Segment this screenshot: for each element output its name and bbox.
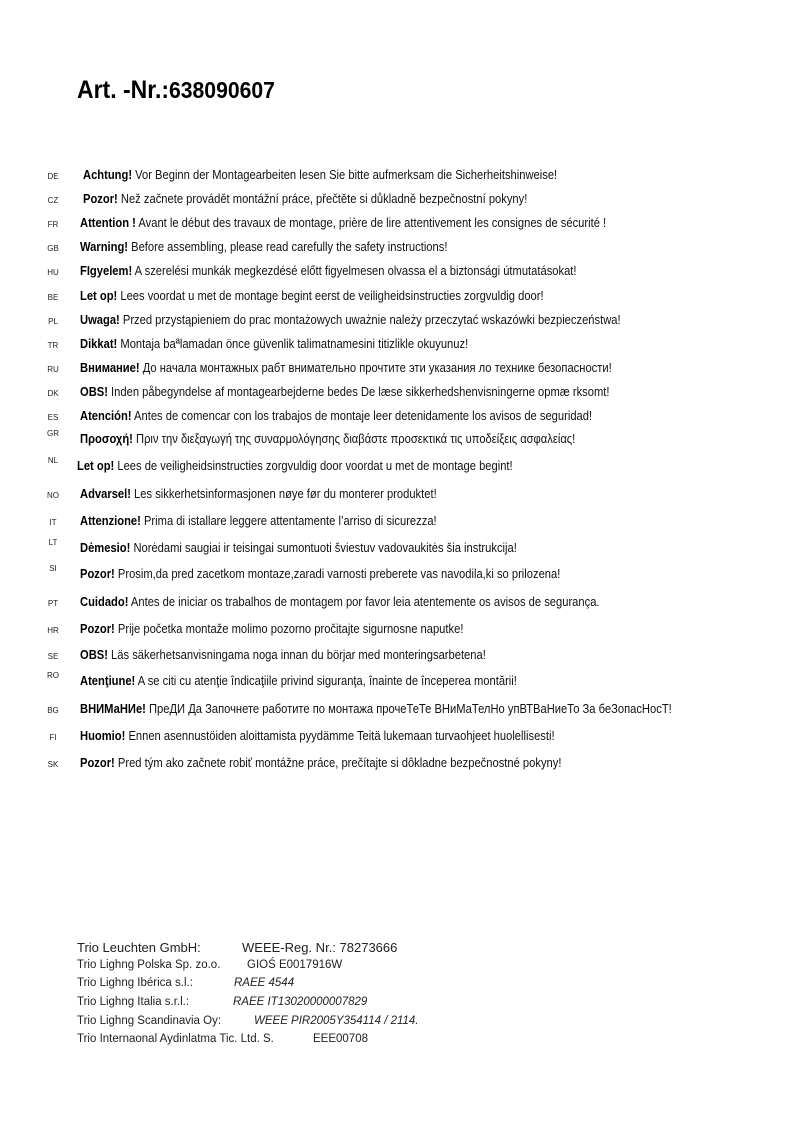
warning-keyword: Atenţiune! — [80, 673, 136, 688]
warning-message: Pred tým ako začnete robiť montážne práce, prečítajte si dôkladne bezpečnostné pokyny! — [114, 755, 562, 770]
language-code: GR — [47, 429, 59, 438]
warning-row-bg — [0, 698, 802, 722]
warning-row-be — [0, 285, 802, 309]
warning-keyword: Внимание! — [80, 360, 140, 375]
registration-number: RAEE 4544 — [234, 977, 295, 989]
warning-message: A szerelési munkák megkezdésé előtt figyelmesen olvassa el a biztonsági útmutatásokat! — [132, 263, 577, 278]
warning-text — [80, 288, 544, 303]
language-code: SE — [47, 652, 59, 661]
warning-text — [80, 701, 672, 716]
language-code: SK — [47, 760, 59, 769]
warning-keyword: OBS! — [80, 384, 108, 399]
language-code: TR — [47, 341, 59, 350]
article-number-heading — [77, 76, 275, 105]
language-code: DE — [47, 172, 59, 181]
language-code: RU — [47, 365, 59, 374]
registration-number: WEEE-Reg. Nr.: 78273666 — [242, 940, 398, 955]
registration-number: WEEE PIR2005Y354114 / 2114. — [254, 1015, 419, 1027]
language-code: HR — [47, 626, 59, 635]
warning-keyword: Dikkat! — [80, 336, 118, 351]
warning-text — [80, 566, 560, 581]
warning-keyword: Uwaga! — [80, 312, 120, 327]
warning-keyword: Pozor! — [80, 621, 115, 636]
warning-text — [77, 458, 513, 473]
warning-message: Πριν την διεξαγωγή της συναρμολόγησης διαβάστε προσεκτικά τις υποδείξεις ασφαλείας! — [132, 431, 576, 446]
warning-row-de — [0, 164, 802, 188]
language-code: IT — [49, 518, 57, 527]
warning-row-ru — [0, 357, 802, 381]
company-name: Trio Lighng Scandinavia Oy: — [77, 1015, 222, 1027]
warning-keyword: Let op! — [80, 288, 118, 303]
company-name: Trio Lighng Polska Sp. zo.o. — [77, 959, 221, 971]
warning-keyword: FIgyelem! — [80, 263, 133, 278]
registration-number: GIOŚ E0017916W — [247, 959, 343, 971]
warning-message: Prima di istallare leggere attentamente l’arriso di sicurezza! — [140, 513, 437, 528]
warning-keyword: Let op! — [77, 458, 115, 473]
warning-message: Lees voordat u met de montage begint eerst de veiligheidsinstructies zorgvuldig door! — [117, 288, 544, 303]
warning-message: Montaja baªlamadan önce güvenlik talimatnamesini titizlikle okuyunuz! — [117, 336, 469, 351]
warning-row-hr — [0, 618, 802, 642]
warning-row-it — [0, 510, 802, 534]
registration-number: EEE00708 — [313, 1033, 368, 1045]
company-name: Trio Leuchten GmbH: — [77, 940, 201, 955]
language-code: RO — [47, 671, 59, 680]
warning-row-hu — [0, 260, 802, 284]
warning-row-no — [0, 483, 802, 507]
language-code: GB — [47, 244, 59, 253]
warning-message: Prije početka montaže molimo pozorno pročitajte sigurnosne naputke! — [114, 621, 464, 636]
warning-message: Przed przystąpieniem do prac montażowych uważnie należy przeczytać wskazówki bezpieczeństwa! — [119, 312, 621, 327]
warning-keyword: Atención! — [80, 408, 132, 423]
registration-number: RAEE IT13020000007829 — [233, 996, 368, 1008]
warning-message: Než začnete provádět montážní práce, přečtěte si důkladně bezpečnostní pokyny! — [117, 191, 528, 206]
warning-message: A se citi cu atenţie îndicaţiile privind siguranţa, înainte de începerea montării! — [135, 673, 517, 688]
warning-text — [80, 728, 555, 743]
warning-text — [80, 336, 468, 351]
warning-text — [80, 215, 606, 230]
warning-message: Läs säkerhetsanvisningama noga innan du börjar med monteringsarbetena! — [107, 647, 486, 662]
warning-keyword: ВНИМаНИе! — [80, 701, 146, 716]
language-code: HU — [47, 268, 59, 277]
warning-row-fi — [0, 725, 802, 749]
language-code: FI — [49, 733, 57, 742]
warning-text — [80, 540, 517, 555]
company-name: Trio Internaonal Aydinlatma Tic. Ltd. S. — [77, 1033, 274, 1045]
company-name: Trio Lighng Italia s.r.l.: — [77, 996, 190, 1008]
warning-keyword: Προσοχή! — [80, 431, 133, 446]
warning-row-dk — [0, 381, 802, 405]
warning-row-si — [0, 563, 802, 587]
warning-keyword: Pozor! — [83, 191, 118, 206]
warning-text — [80, 408, 592, 423]
warning-text — [80, 647, 486, 662]
warning-text — [80, 621, 463, 636]
company-name: Trio Lighng Ibérica s.l.: — [77, 977, 193, 989]
warning-row-ro — [0, 670, 802, 694]
warning-text — [83, 167, 557, 182]
language-code: DK — [47, 389, 59, 398]
warning-row-fr — [0, 212, 802, 236]
warning-row-es — [0, 405, 802, 429]
warning-row-cz — [0, 188, 802, 212]
warning-text — [80, 431, 575, 446]
article-number-label: Art. -Nr.: — [77, 76, 169, 104]
warning-text — [80, 263, 577, 278]
warning-message: До начала монтажных рабт внимательно прочтите эти указания ло технике безопасности! — [139, 360, 612, 375]
warning-message: Before assembling, please read carefully the safety instructions! — [128, 239, 448, 254]
warning-message: Avant le début des travaux de montage, prière de lire attentivement les consignes de sécurité ! — [135, 215, 607, 230]
warning-text — [80, 239, 447, 254]
warning-keyword: OBS! — [80, 647, 108, 662]
warning-keyword: Warning! — [80, 239, 129, 254]
warning-text — [80, 312, 621, 327]
warning-keyword: Achtung! — [83, 167, 133, 182]
language-code: NO — [47, 491, 59, 500]
language-code: SI — [49, 564, 57, 573]
warning-text — [80, 513, 437, 528]
warning-keyword: Pozor! — [80, 755, 115, 770]
warning-text — [80, 594, 600, 609]
warning-message: Vor Beginn der Montagearbeiten lesen Sie bitte aufmerksam die Sicherheitshinweise! — [132, 167, 558, 182]
warning-row-gb — [0, 236, 802, 260]
warning-row-pt — [0, 591, 802, 615]
warning-row-se — [0, 644, 802, 668]
warning-row-lt — [0, 537, 802, 561]
language-code: PL — [48, 317, 58, 326]
warning-keyword: Attention ! — [80, 215, 136, 230]
warning-row-nl — [0, 455, 802, 479]
warning-keyword: Pozor! — [80, 566, 115, 581]
warning-message: ПреДИ Да Започнете работите по монтажа прочеТеТе ВНиМаТелНо упВТВаНиеТо За беЗопасНосТ! — [145, 701, 672, 716]
warning-row-sk — [0, 752, 802, 776]
warning-text — [80, 486, 437, 501]
language-code: PT — [47, 599, 59, 608]
warning-text — [80, 384, 609, 399]
warning-message: Norėdami saugiai ir teisingai sumontuoti šviestuv vadovaukitės šia instrukcija! — [130, 540, 517, 555]
warning-message: Les sikkerhetsinformasjonen nøye før du monterer produktet! — [130, 486, 437, 501]
warning-message: Antes de comencar con los trabajos de montaje leer detenidamente los avisos de seguridad! — [131, 408, 593, 423]
warning-row-gr — [0, 428, 802, 452]
warning-message: Antes de iniciar os trabalhos de montagem por favor leia atentemente os avisos de segurança. — [128, 594, 600, 609]
warning-keyword: Attenzione! — [80, 513, 141, 528]
language-code: NL — [47, 456, 59, 465]
article-number-value: 638090607 — [169, 77, 275, 103]
warning-text — [80, 673, 517, 688]
warning-row-tr — [0, 333, 802, 357]
language-code: BE — [47, 293, 59, 302]
warning-keyword: Dėmesio! — [80, 540, 131, 555]
warning-text — [80, 755, 561, 770]
warning-text — [80, 360, 612, 375]
warning-row-pl — [0, 309, 802, 333]
warning-keyword: Cuidado! — [80, 594, 129, 609]
language-code: LT — [48, 538, 58, 547]
warning-keyword: Huomio! — [80, 728, 126, 743]
language-code: FR — [47, 220, 59, 229]
language-code: BG — [47, 706, 59, 715]
language-code: CZ — [47, 196, 59, 205]
language-code: ES — [47, 413, 59, 422]
warning-text — [83, 191, 527, 206]
warning-message: Inden påbegyndelse af montagearbejderne bedes De læse sikkerhedshenvisningerne opmæ rksomt! — [107, 384, 610, 399]
warning-message: Lees de veiligheidsinstructies zorgvuldig door voordat u met de montage begint! — [114, 458, 513, 473]
warning-message: Ennen asennustöiden aloittamista pyydämme Teitä lukemaan turvaohjeet huolellisesti! — [125, 728, 555, 743]
warning-keyword: Advarsel! — [80, 486, 131, 501]
warning-message: Prosim,da pred zacetkom montaze,zaradi varnosti preberete vas navodila,ki so prilozena! — [114, 566, 561, 581]
